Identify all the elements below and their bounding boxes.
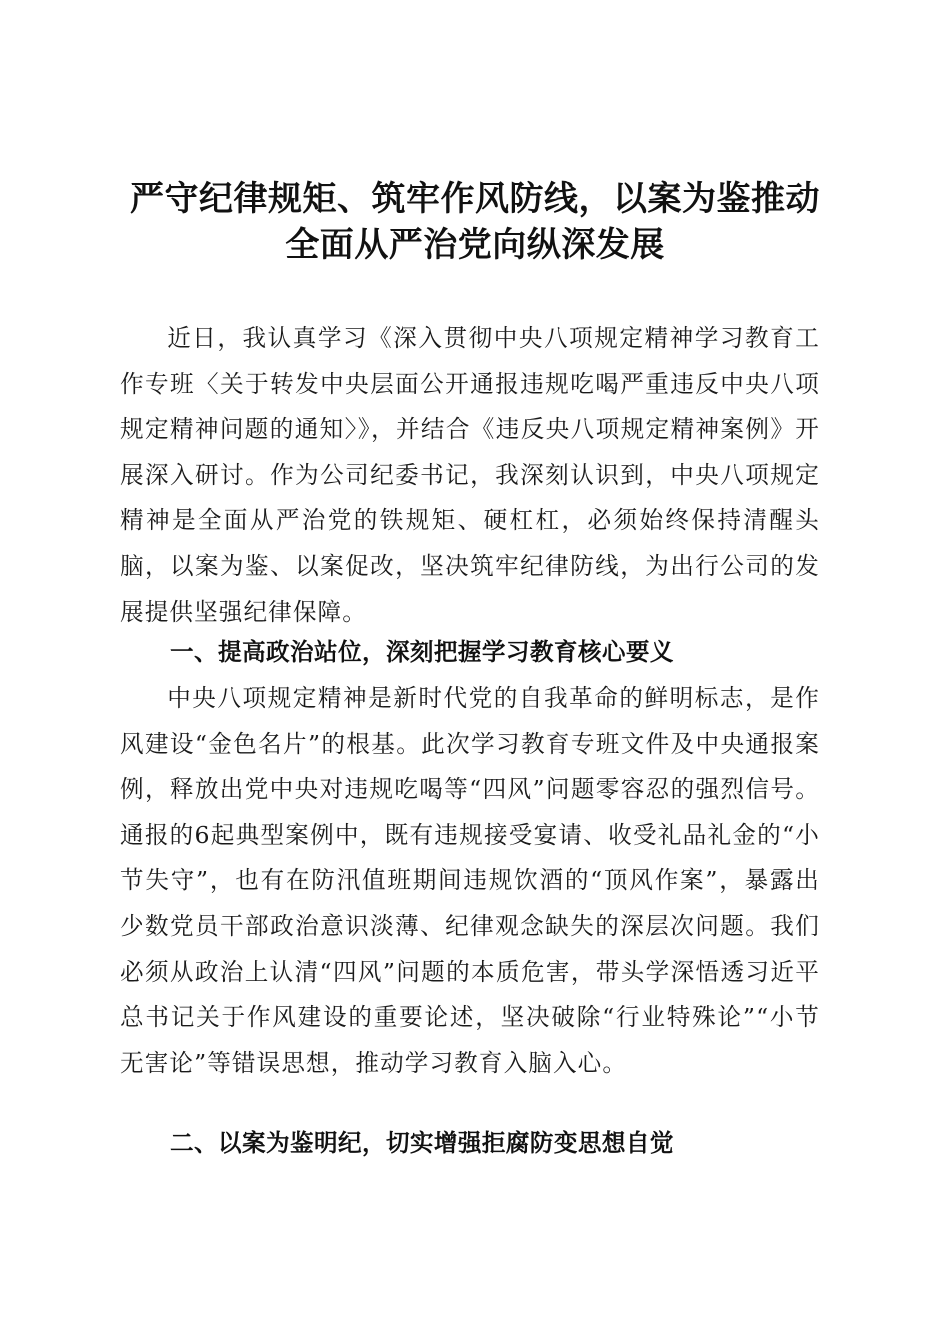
paragraph-intro: 近日，我认真学习《深入贯彻中央八项规定精神学习教育工作专班〈关于转发中央层面公开通报违规吃喝严重违反中央八项规定精神问题的通知〉》，并结合《违反央八项规定精神案例》开展深入研讨。作为公司纪委书记，我深刻认识到，中央八项规定精神是全面从严治党的铁规矩、硬杠杠，必须始终保持清醒头脑，以案为鉴、以案促改，坚决筑牢纪律防线，为出行公司的发展提供坚强纪律保障。 bbox=[120, 324, 820, 626]
document-title-line-1: 严守纪律规矩、筑牢作风防线，以案为鉴推动 bbox=[130, 179, 820, 219]
section-heading-1: 一、提高政治站位，深刻把握学习教育核心要义 bbox=[170, 638, 674, 666]
paragraph-section-1: 中央八项规定精神是新时代党的自我革命的鲜明标志，是作风建设“金色名片”的根基。此次学习教育专班文件及中央通报案例，释放出党中央对违规吃喝等“四风”问题零容忍的强烈信号。通报的6起典型案例中，既有违规接受宴请、收受礼品礼金的“小节失守”，也有在防汛值班期间违规饮酒的“顶风作案”，暴露出少数党员干部政治意识淡薄、纪律观念缺失的深层次问题。我们必须从政治上认清“四风”问题的本质危害，带头学深悟透习近平总书记关于作风建设的重要论述，坚决破除“行业特殊论”“小节无害论”等错误思想，推动学习教育入脑入心。 bbox=[120, 684, 820, 1077]
section-heading-2: 二、以案为鉴明纪，切实增强拒腐防变思想自觉 bbox=[170, 1129, 674, 1157]
document-title-line-2: 全面从严治党向纵深发展 bbox=[285, 225, 665, 265]
